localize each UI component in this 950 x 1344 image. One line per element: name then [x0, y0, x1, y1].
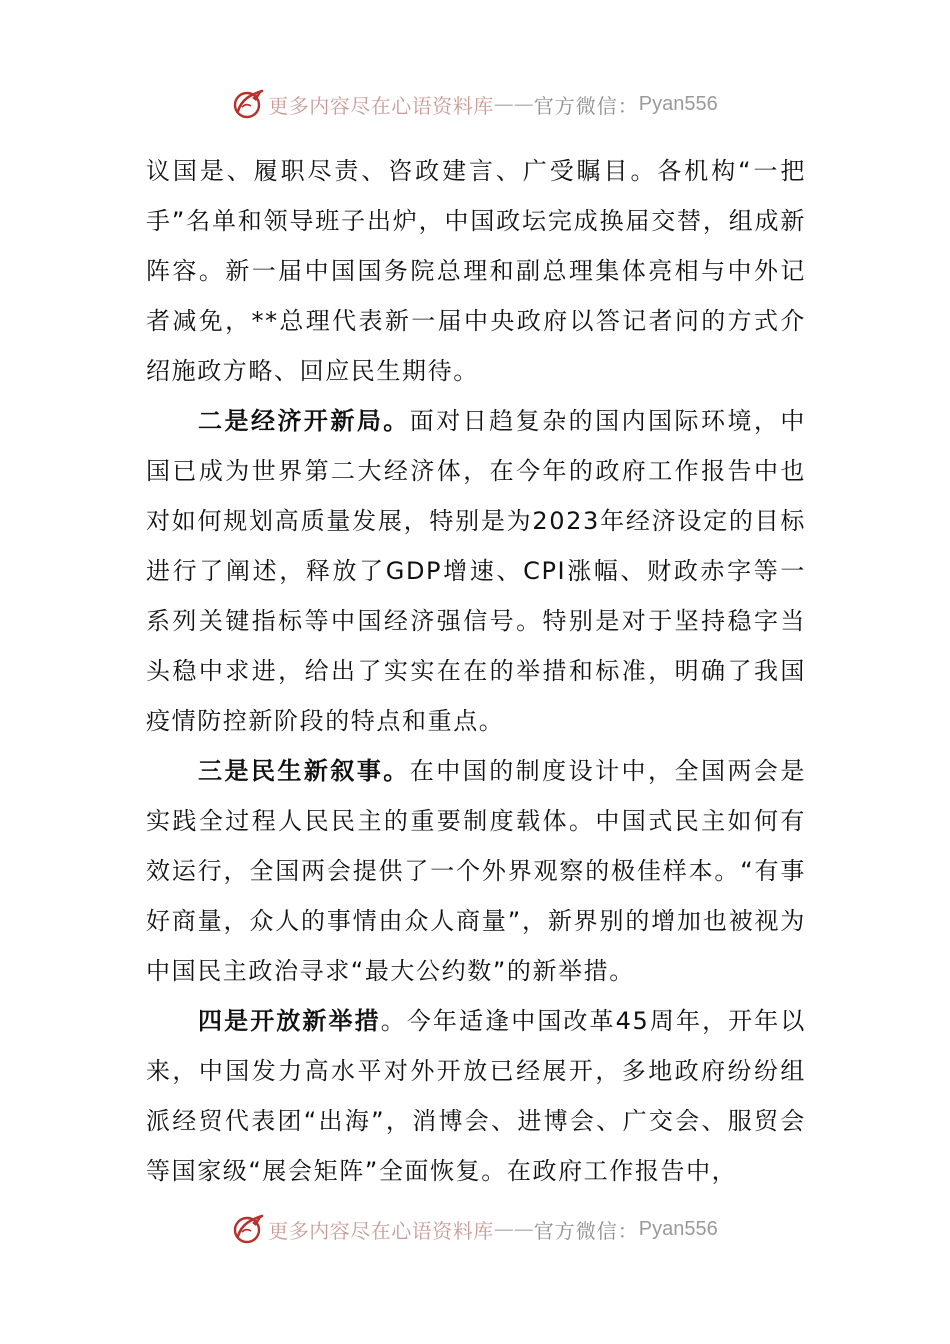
paragraph-2	[146, 396, 806, 746]
article-body	[146, 146, 806, 1196]
paragraph-lead: 四是开放新举措	[198, 1007, 381, 1035]
paragraph-lead: 三是民生新叙事。	[198, 757, 410, 785]
paragraph-text: 面对日趋复杂的国内国际环境，中国已成为世界第二大经济体，在今年的政府工作报告中也对如何规划高质量发展，特别是为2023年经济设定的目标进行了阐述，释放了GDP增速、CPI涨幅、财政赤字等一系列关键指标等中国经济强信号。特别是对于坚持稳字当头稳中求进，给出了实实在在的举措和标准，明确了我国疫情防控新阶段的特点和重点。	[146, 407, 806, 735]
banner-wechat-label: 官方微信：	[533, 1218, 639, 1243]
paragraph-text: 议国是、履职尽责、咨政建言、广受瞩目。各机构“一把手”名单和领导班子出炉，中国政坛完成换届交替，组成新阵容。新一届中国国务院总理和副总理集体亮相与中外记者减免，**总理代表新一届中央政府以答记者问的方式介绍施政方略、回应民生期待。	[146, 157, 806, 385]
banner-wechat-id: Pyan556	[638, 92, 718, 115]
paragraph-text: 。今年适逢中国改革45周年，开年以来，中国发力高水平对外开放已经展开，多地政府纷纷组派经贸代表团“出海”，消博会、进博会、广交会、服贸会等国家级“展会矩阵”全面恢复。在政府工作报告中，	[146, 1007, 806, 1185]
footer-watermark	[0, 1207, 950, 1251]
paragraph-3	[146, 746, 806, 996]
banner-wechat-label: 官方微信：	[533, 93, 639, 118]
pen-logo-icon	[232, 1212, 266, 1246]
banner-wechat-id: Pyan556	[638, 1217, 718, 1240]
paragraph-text: 在中国的制度设计中，全国两会是实践全过程人民民主的重要制度载体。中国式民主如何有效运行，全国两会提供了一个外界观察的极佳样本。“有事好商量，众人的事情由众人商量”，新界别的增加也被视为中国民主政治寻求“最大公约数”的新举措。	[146, 757, 806, 985]
banner-separator: ——	[493, 1217, 534, 1241]
paragraph-1	[146, 146, 806, 396]
header-watermark	[0, 82, 950, 126]
banner-text: 更多内容尽在心语资料库	[268, 93, 494, 118]
pen-logo-icon	[232, 87, 266, 121]
banner-separator: ——	[493, 92, 534, 116]
paragraph-lead: 二是经济开新局。	[198, 407, 410, 435]
paragraph-4	[146, 996, 806, 1196]
banner-text: 更多内容尽在心语资料库	[268, 1218, 494, 1243]
